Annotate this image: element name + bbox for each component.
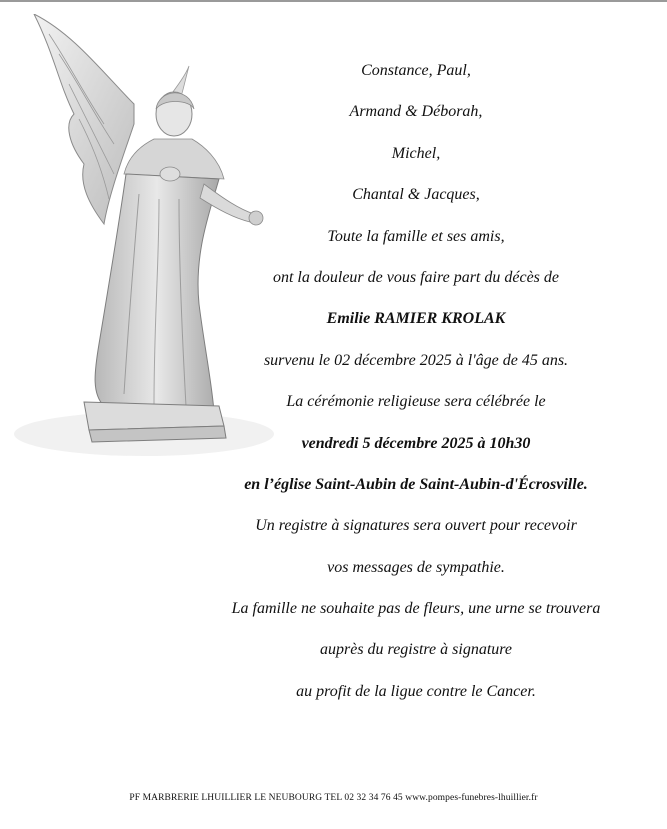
ceremony-location: en l’église Saint-Aubin de Saint-Aubin-d'Écrosville.: [244, 475, 588, 493]
flowers-line-2: auprès du registre à signature: [320, 641, 512, 659]
announcement-intro: ont la douleur de vous faire part du décès de: [272, 268, 560, 286]
death-date-line: survenu le 02 décembre 2025 à l'âge de 45 ans.: [263, 351, 569, 369]
top-border-line: [0, 0, 667, 2]
family-line-4: Chantal & Jacques,: [352, 186, 480, 204]
register-line-2: vos messages de sympathie.: [327, 558, 505, 576]
flowers-line-1: La famille ne souhaite pas de fleurs, une urne se trouvera: [231, 600, 601, 618]
flowers-line-3: au profit de la ligue contre le Cancer.: [296, 682, 536, 700]
family-line-1: Constance, Paul,: [361, 62, 471, 79]
register-line-1: Un registre à signatures sera ouvert pour recevoir: [255, 517, 577, 535]
funeral-home-footer: PF MARBRERIE LHUILLIER LE NEUBOURG TEL 02 32 34 76 45 www.pompes-funebres-lhuillier.fr: [129, 793, 538, 803]
announcement-text: [200, 62, 632, 724]
ceremony-intro: La cérémonie religieuse sera célébrée le: [286, 393, 546, 411]
family-line-3: Michel,: [391, 144, 441, 162]
family-line-2: Armand & Déborah,: [349, 103, 483, 121]
ceremony-date: vendredi 5 décembre 2025 à 10h30: [301, 434, 531, 452]
family-line-5: Toute la famille et ses amis,: [327, 227, 505, 245]
deceased-name: Emilie RAMIER KROLAK: [326, 310, 506, 328]
